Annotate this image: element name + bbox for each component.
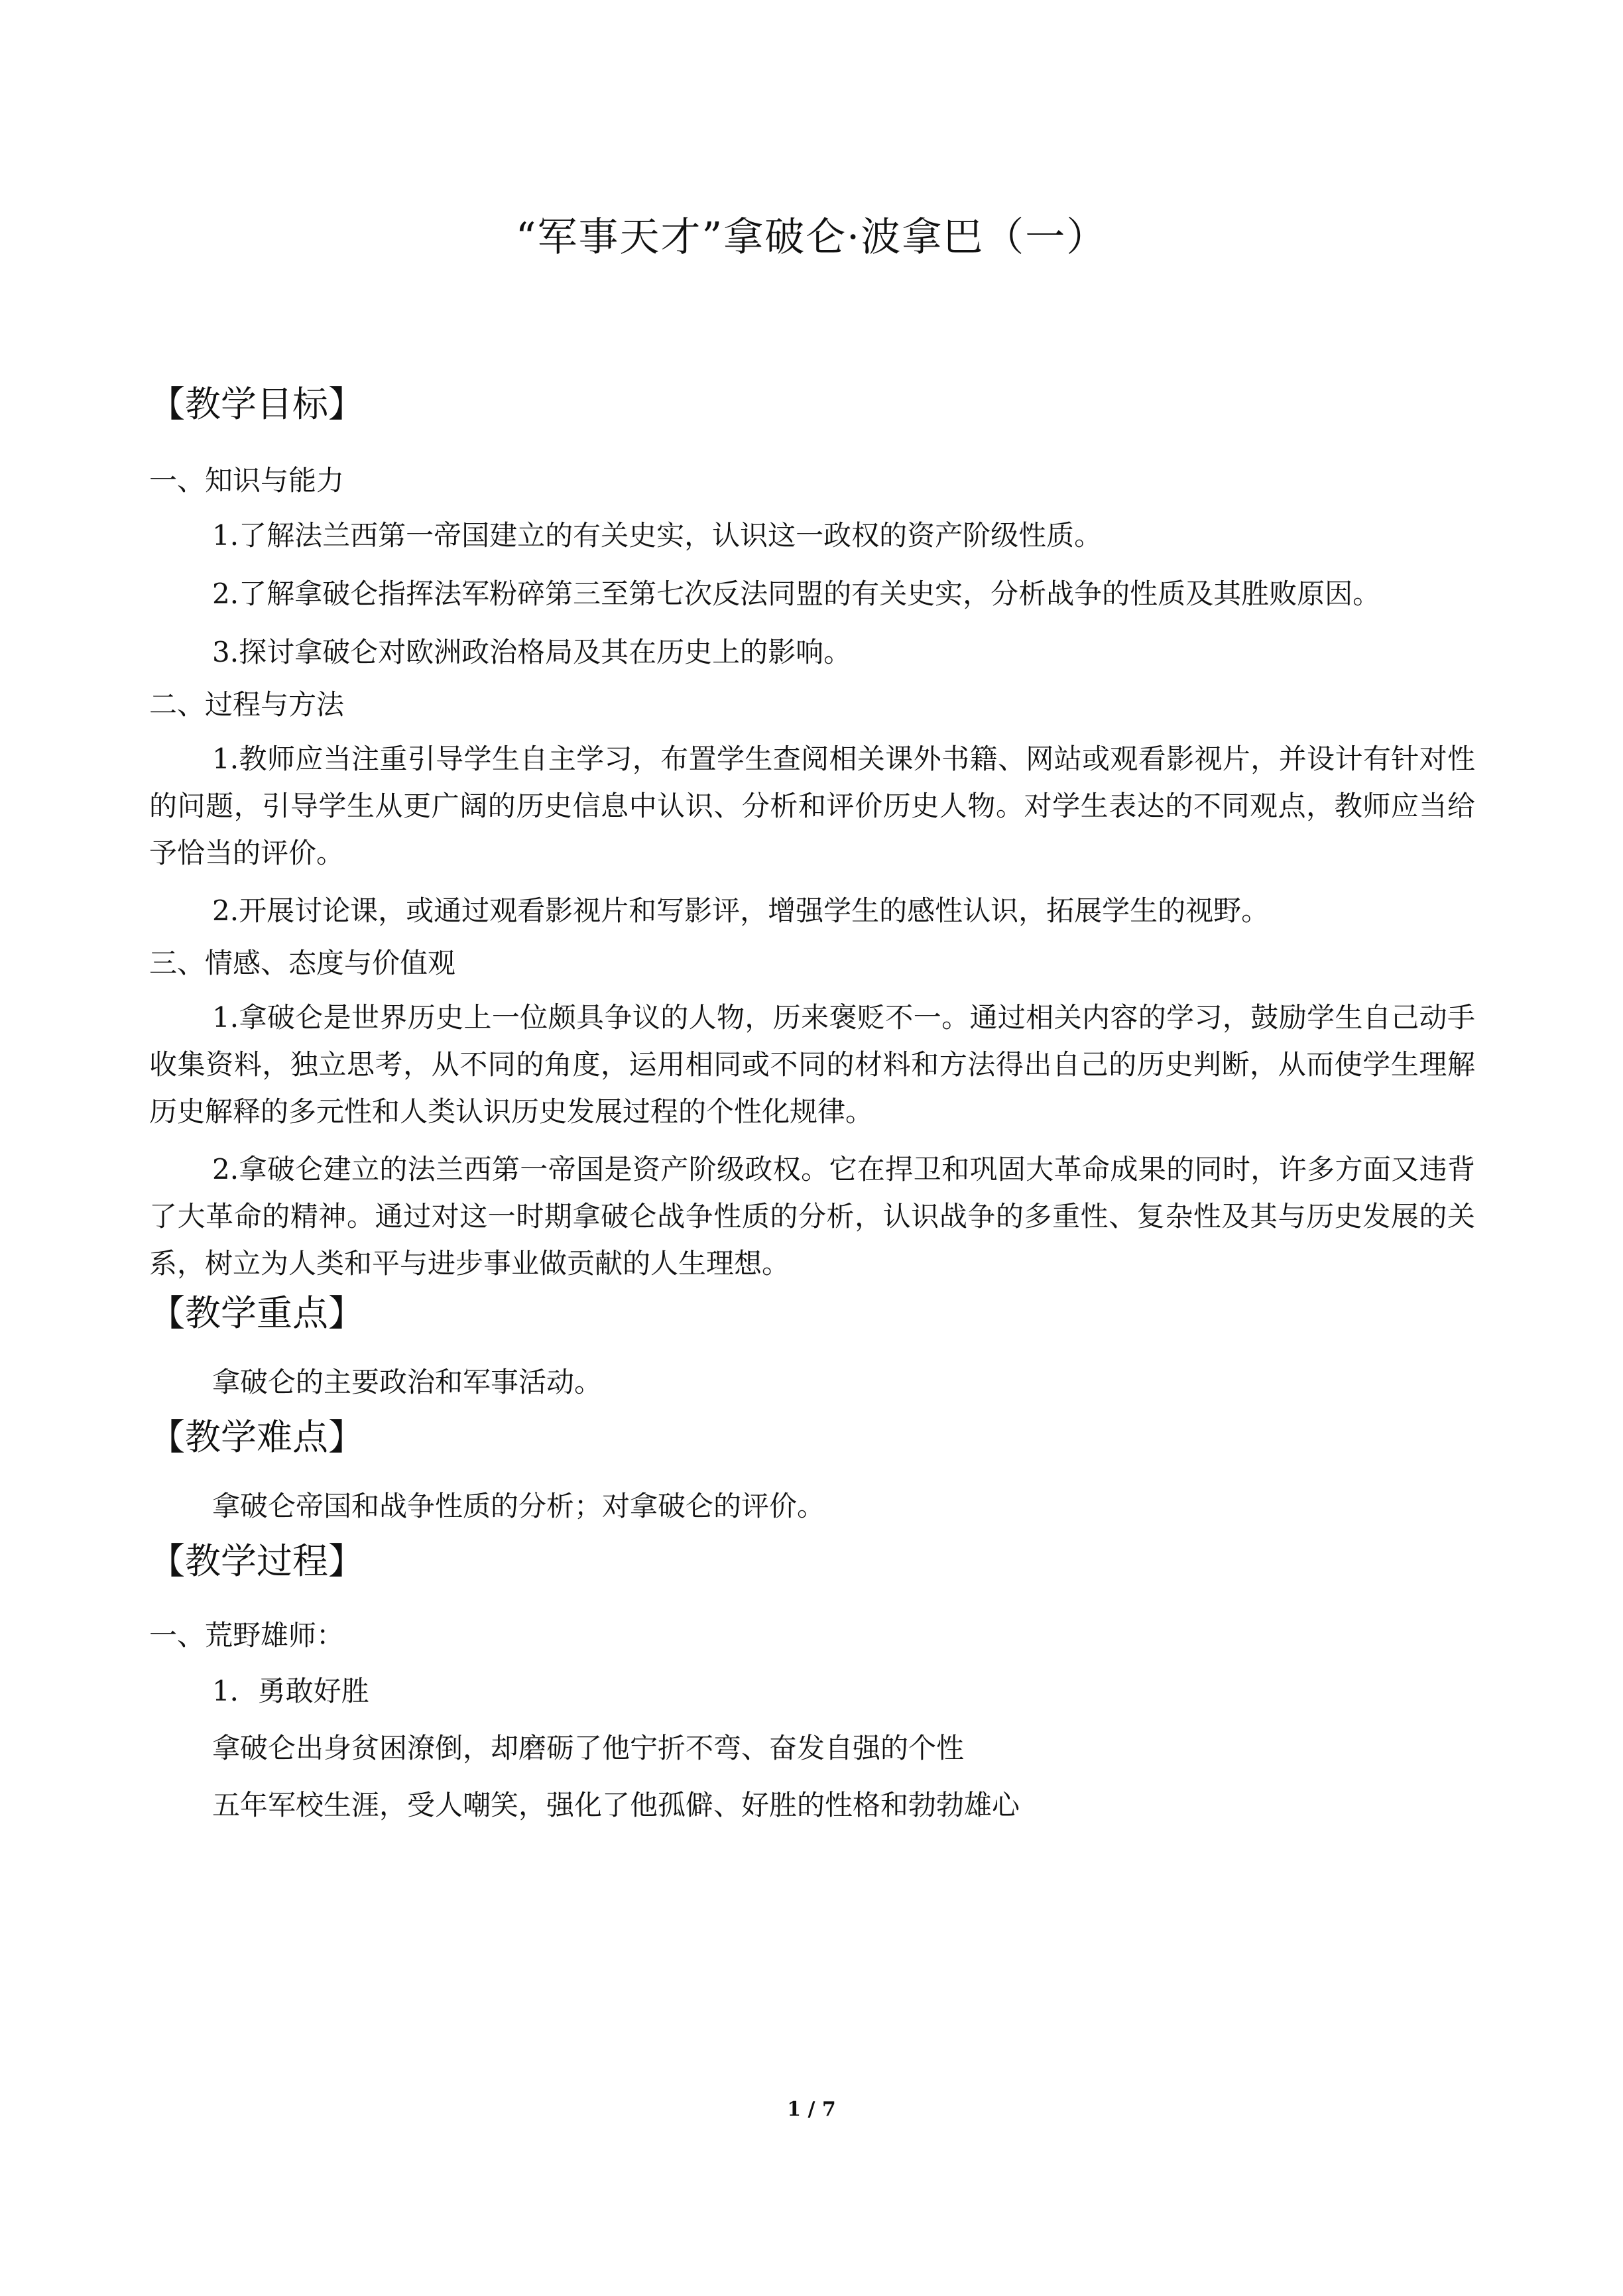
section-heading-difficulties: 【教学难点】 <box>149 1416 364 1458</box>
subsection-heading-wild-army: 一、荒野雄师： <box>149 1619 345 1652</box>
paragraph: 拿破仑帝国和战争性质的分析；对拿破仑的评价。 <box>212 1490 825 1522</box>
list-item: 五年军校生涯，受人嘲笑，强化了他孤僻、好胜的性格和勃勃雄心 <box>212 1789 1020 1821</box>
list-item: 拿破仑出身贫困潦倒，却磨砺了他宁折不弯、奋发自强的个性 <box>212 1732 965 1764</box>
subsection-heading-process-method: 二、过程与方法 <box>149 688 345 721</box>
paragraph: 3.探讨拿破仑对欧洲政治格局及其在历史上的影响。 <box>212 636 852 668</box>
subsection-heading-values: 三、情感、态度与价值观 <box>149 947 456 979</box>
list-item: 1．勇敢好胜 <box>212 1675 369 1707</box>
paragraph: 2.拿破仑建立的法兰西第一帝国是资产阶级政权。它在捍卫和巩固大革命成果的同时，许多方面又违背了大革命的精神。通过对这一时期拿破仑战争性质的分析，认识战争的多重性、复杂性及其与历史发展的关系，树立为人类和平与进步事业做贡献的人生理想。 <box>149 1153 1475 1280</box>
document-body <box>149 378 1475 1829</box>
paragraph: 2.开展讨论课，或通过观看影视片和写影评，增强学生的感性认识，拓展学生的视野。 <box>212 894 1270 927</box>
paragraph: 1.教师应当注重引导学生自主学习，布置学生查阅相关课外书籍、网站或观看影视片，并设计有针对性的问题，引导学生从更广阔的历史信息中认识、分析和评价历史人物。对学生表达的不同观点，教师应当给予恰当的评价。 <box>149 743 1475 869</box>
paragraph: 1.了解法兰西第一帝国建立的有关史实，认识这一政权的资产阶级性质。 <box>212 519 1103 552</box>
section-heading-process: 【教学过程】 <box>149 1540 364 1582</box>
section-heading-key-points: 【教学重点】 <box>149 1292 364 1334</box>
paragraph: 2.了解拿破仑指挥法军粉碎第三至第七次反法同盟的有关史实，分析战争的性质及其胜败原因。 <box>212 577 1381 610</box>
paragraph: 拿破仑的主要政治和军事活动。 <box>212 1366 603 1398</box>
document-title: “军事天才”拿破仑·波拿巴（一） <box>515 214 1108 261</box>
section-heading-objectives: 【教学目标】 <box>149 383 364 425</box>
page-number: 1 / 7 <box>787 2098 836 2121</box>
subsection-heading-knowledge: 一、知识与能力 <box>149 464 345 497</box>
paragraph: 1.拿破仑是世界历史上一位颇具争议的人物，历来褒贬不一。通过相关内容的学习，鼓励学生自己动手收集资料，独立思考，从不同的角度，运用相同或不同的材料和方法得出自己的历史判断，从而使学生理解历史解释的多元性和人类认识历史发展过程的个性化规律。 <box>149 1001 1475 1128</box>
